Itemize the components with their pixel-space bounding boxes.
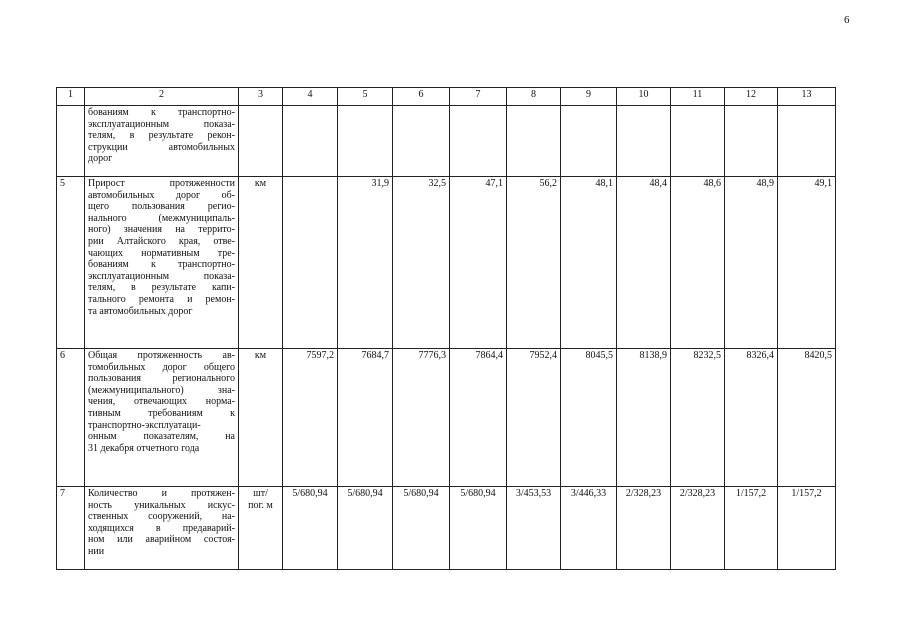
value-cell: 3/453,53 (507, 487, 561, 570)
value-cell: 31,9 (338, 177, 393, 349)
page-number: 6 (844, 14, 850, 26)
value-cell: 1/157,2 (725, 487, 778, 570)
value-cell: 7864,4 (450, 349, 507, 487)
value-cell: 7776,3 (393, 349, 450, 487)
value-cell (778, 106, 836, 177)
unit-cell (239, 487, 283, 570)
unit-cell: км (239, 177, 283, 349)
value-cell: 48,9 (725, 177, 778, 349)
description-line: автомобильных дорог об- (88, 189, 235, 201)
unit-cell: км (239, 349, 283, 487)
value-cell (450, 106, 507, 177)
value-cell: 7684,7 (338, 349, 393, 487)
value-cell: 47,1 (450, 177, 507, 349)
description-line: тального ремонта и ремон- (88, 293, 235, 305)
header-cell: 9 (561, 88, 617, 106)
row-number-cell: 7 (57, 487, 85, 570)
description-line: Прирост протяженности (88, 178, 235, 189)
value-cell: 1/157,2 (778, 487, 836, 570)
header-cell: 13 (778, 88, 836, 106)
row-description (85, 177, 239, 349)
value-cell: 7597,2 (283, 349, 338, 487)
unit-cell (239, 106, 283, 177)
description-line: ность уникальных искус- (88, 499, 235, 511)
description-line: струкции автомобильных (88, 141, 235, 153)
description-line: ном или аварийном состоя- (88, 534, 235, 546)
row-number-cell (57, 106, 85, 177)
description-line: тивным требованиям к (88, 407, 235, 419)
header-cell: 8 (507, 88, 561, 106)
value-cell: 48,6 (671, 177, 725, 349)
description-line: рии Алтайского края, отве- (88, 235, 235, 247)
value-cell: 7952,4 (507, 349, 561, 487)
value-cell: 8045,5 (561, 349, 617, 487)
value-cell: 56,2 (507, 177, 561, 349)
row-number-cell: 6 (57, 349, 85, 487)
header-cell: 6 (393, 88, 450, 106)
value-cell (393, 106, 450, 177)
value-cell: 8326,4 (725, 349, 778, 487)
description-line: (межмуниципального) зна- (88, 384, 235, 396)
table-row (57, 106, 836, 177)
description-line: томобильных дорог общего (88, 361, 235, 373)
row-description (85, 349, 239, 487)
header-cell: 10 (617, 88, 671, 106)
value-cell: 48,1 (561, 177, 617, 349)
description-line: онным показателям, на (88, 431, 235, 443)
description-line: нального (межмуниципаль- (88, 212, 235, 224)
description-line: бованиям к транспортно- (88, 107, 235, 118)
unit-line: шт/ (253, 488, 268, 499)
header-cell: 4 (283, 88, 338, 106)
table-header-row (57, 88, 836, 106)
value-cell: 5/680,94 (283, 487, 338, 570)
table-row (57, 349, 836, 487)
value-cell: 5/680,94 (338, 487, 393, 570)
value-cell: 5/680,94 (393, 487, 450, 570)
description-line: нии (88, 545, 105, 557)
value-cell: 8420,5 (778, 349, 836, 487)
description-line: транспортно-эксплуатаци- (88, 419, 201, 431)
description-line: Общая протяженность ав- (88, 350, 235, 361)
value-cell: 8232,5 (671, 349, 725, 487)
value-cell: 2/328,23 (671, 487, 725, 570)
value-cell: 3/446,33 (561, 487, 617, 570)
value-cell (617, 106, 671, 177)
description-line: телям, в результате капи- (88, 282, 235, 294)
value-cell: 2/328,23 (617, 487, 671, 570)
row-description (85, 487, 239, 570)
description-line: 31 декабря отчетного года (88, 442, 200, 454)
description-line: Количество и протяжен- (88, 488, 235, 499)
header-cell: 2 (85, 88, 239, 106)
table-row (57, 177, 836, 349)
description-line: ственных сооружений, на- (88, 511, 235, 523)
value-cell (283, 177, 338, 349)
row-number-cell: 5 (57, 177, 85, 349)
table-row (57, 487, 836, 570)
description-line: чения, отвечающих норма- (88, 396, 235, 408)
header-cell: 1 (57, 88, 85, 106)
description-line: та автомобильных дорог (88, 305, 193, 317)
value-cell: 49,1 (778, 177, 836, 349)
description-line: эксплуатационным показа- (88, 118, 235, 130)
value-cell (561, 106, 617, 177)
description-line: щего пользования регио- (88, 201, 235, 213)
description-line: бованиям к транспортно- (88, 259, 235, 271)
description-line: ного) значения на террито- (88, 224, 235, 236)
header-cell: 11 (671, 88, 725, 106)
value-cell: 8138,9 (617, 349, 671, 487)
value-cell (283, 106, 338, 177)
unit-line: пог. м (248, 499, 273, 511)
value-cell (338, 106, 393, 177)
value-cell (725, 106, 778, 177)
value-cell: 48,4 (617, 177, 671, 349)
value-cell (507, 106, 561, 177)
description-line: ходящихся в предаварий- (88, 522, 235, 534)
description-line: чающих нормативным тре- (88, 247, 235, 259)
header-cell: 5 (338, 88, 393, 106)
header-cell: 7 (450, 88, 507, 106)
header-cell: 3 (239, 88, 283, 106)
value-cell: 5/680,94 (450, 487, 507, 570)
description-line: дорог (88, 153, 113, 165)
description-line: пользования регионального (88, 373, 235, 385)
indicator-table (56, 87, 836, 570)
header-cell: 12 (725, 88, 778, 106)
description-line: эксплуатационным показа- (88, 270, 235, 282)
value-cell (671, 106, 725, 177)
value-cell: 32,5 (393, 177, 450, 349)
description-line: телям, в результате рекон- (88, 130, 235, 142)
row-description (85, 106, 239, 177)
